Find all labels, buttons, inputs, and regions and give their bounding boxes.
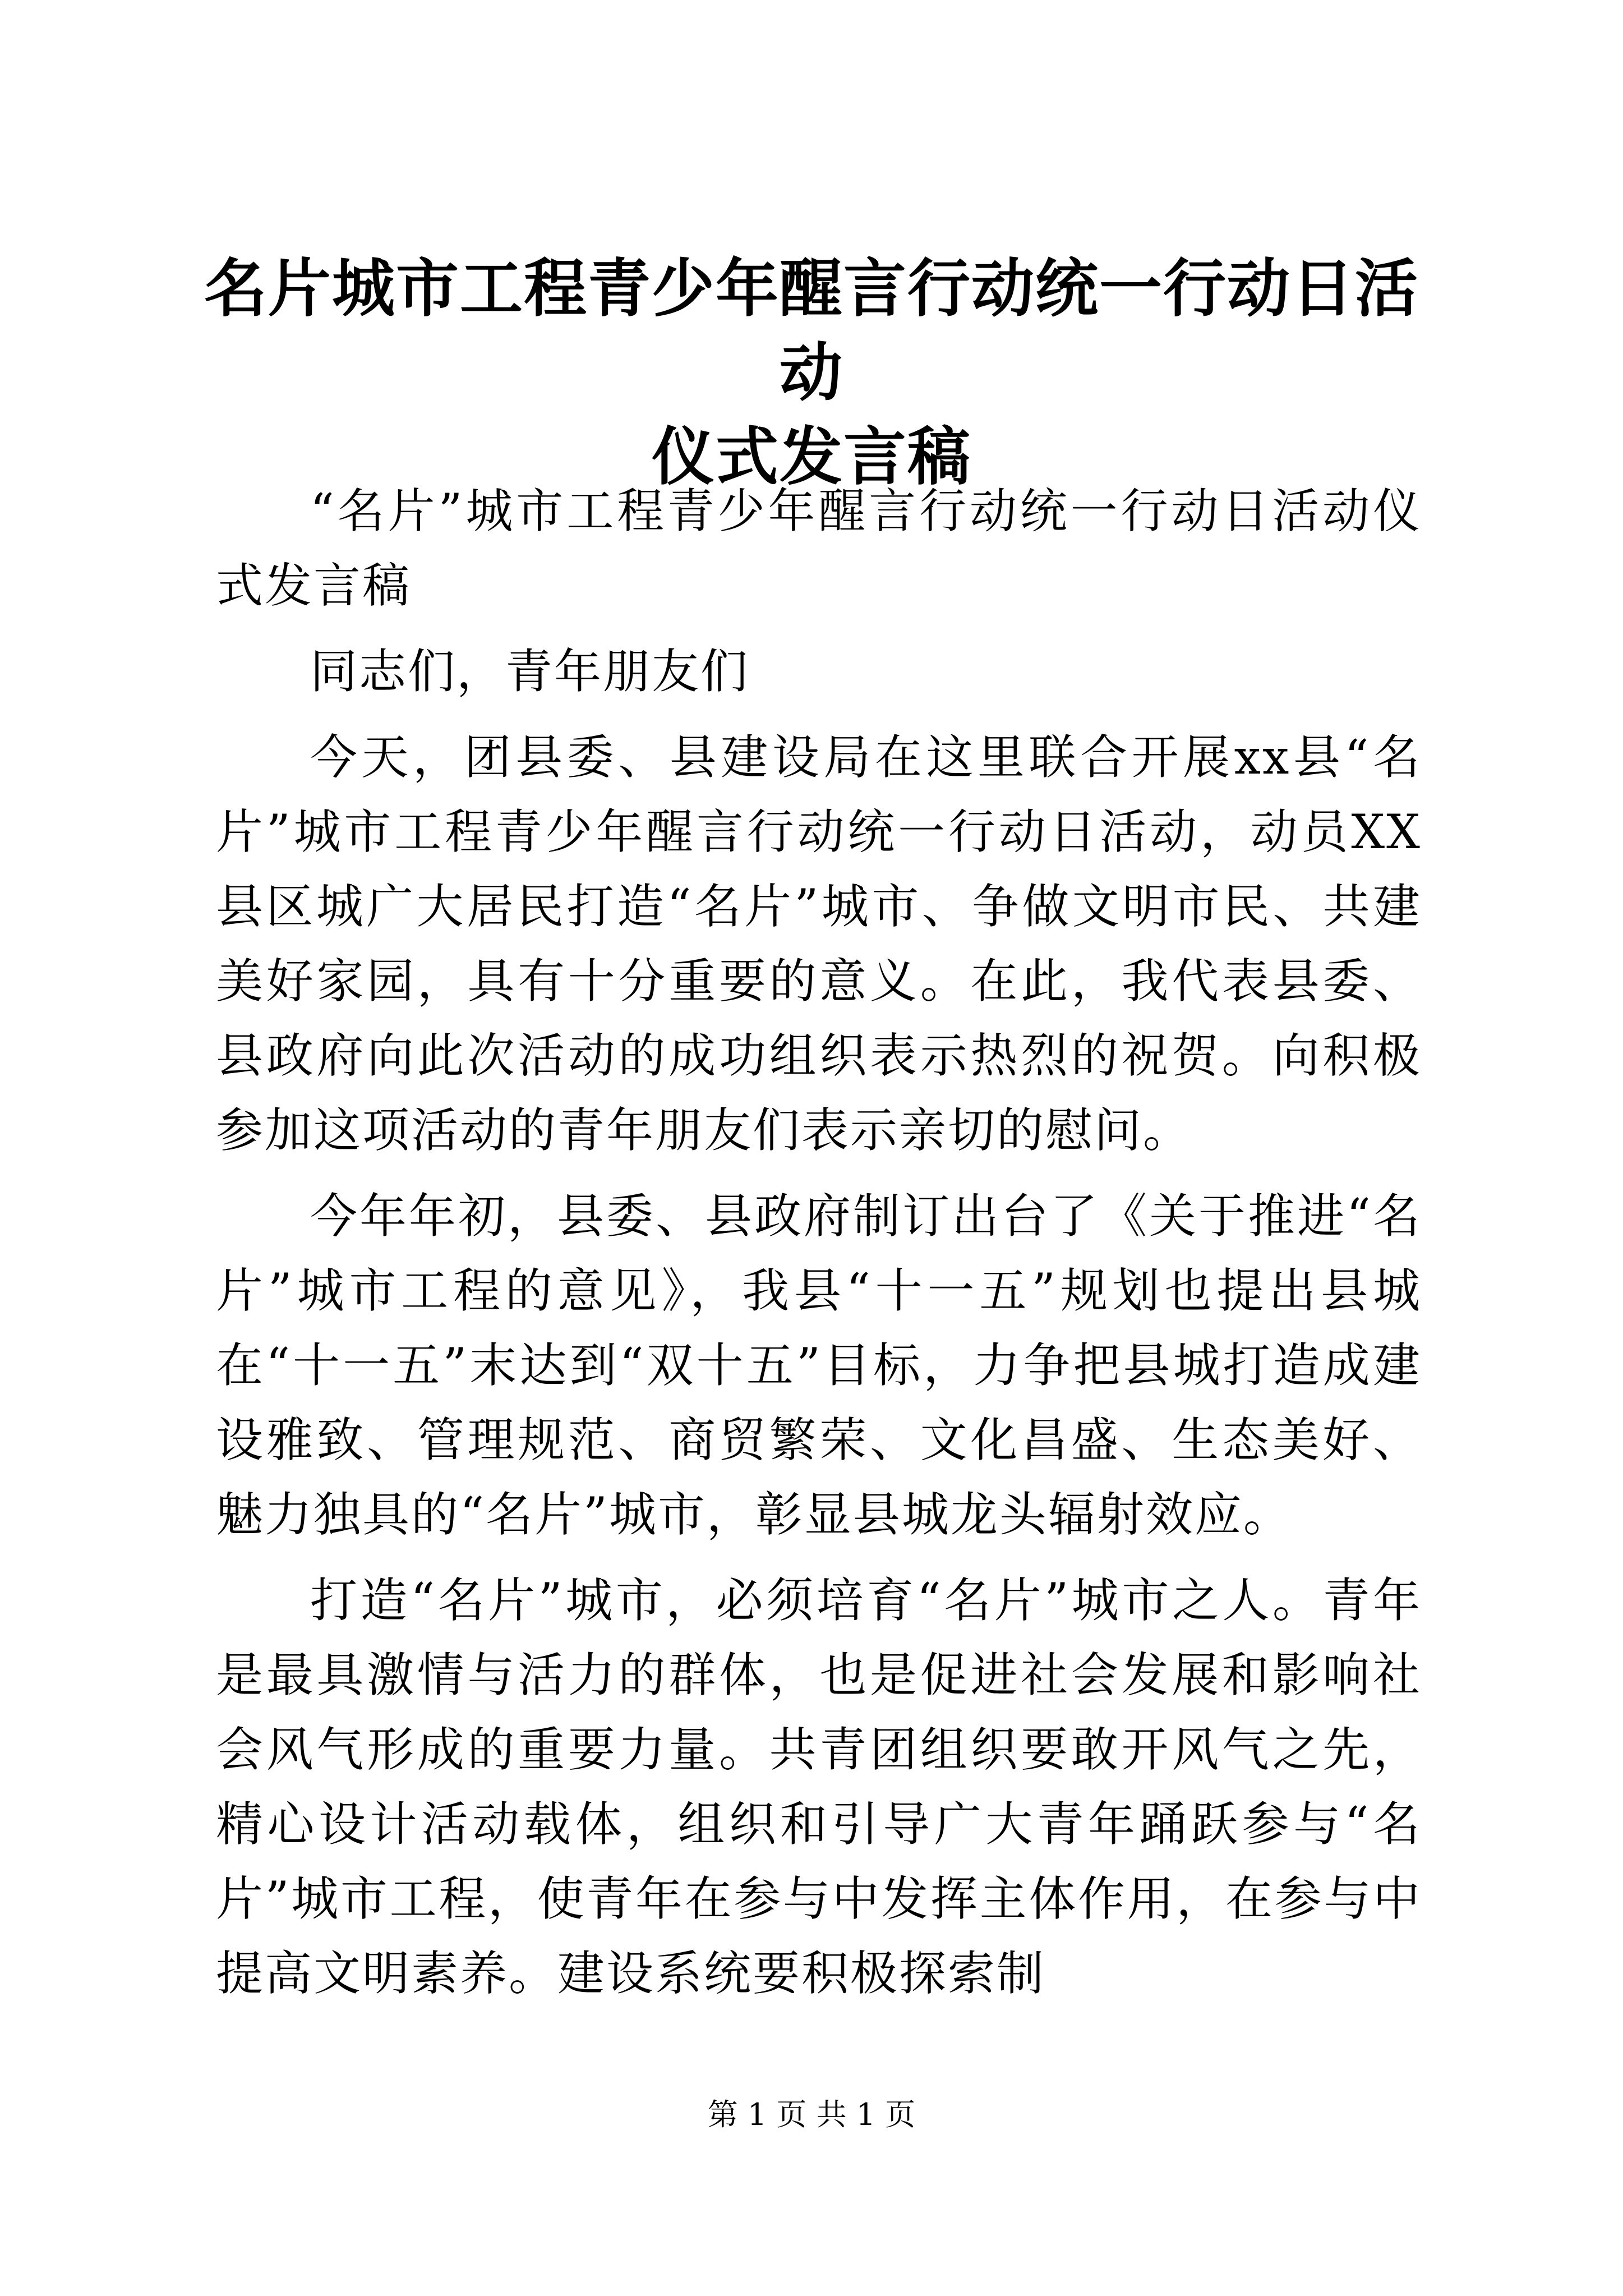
document-title [202, 247, 1421, 499]
paragraph-subtitle: “名片”城市工程青少年醒言行动统一行动日活动仪式发言稿 [216, 484, 1422, 613]
title-line-2: 仪式发言稿 [652, 420, 971, 494]
paragraph: 今天，团县委、县建设局在这里联合开展xx县“名片”城市工程青少年醒言行动统一行动日活动，动员XX县区城广大居民打造“名片”城市、争做文明市民、共建美好家园，具有十分重要的意义。在此，我代表县委、县政府向此次活动的成功组织表示热烈的祝贺。向积极参加这项活动的青年朋友们表示亲切的慰问。 [216, 730, 1422, 1158]
title-line-1: 名片城市工程青少年醒言行动统一行动日活动 [204, 252, 1419, 409]
paragraph-salutation: 同志们，青年朋友们 [310, 644, 750, 699]
paragraph: 今年年初，县委、县政府制订出台了《关于推进“名片”城市工程的意见》，我县“十一五”规划也提出县城在“十一五”末达到“双十五”目标，力争把县城打造成建设雅致、管理规范、商贸繁荣、文化昌盛、生态美好、魅力独具的“名片”城市，彰显县城龙头辐射效应。 [216, 1189, 1422, 1542]
document-body [216, 474, 1422, 2022]
paragraph: 打造“名片”城市，必须培育“名片”城市之人。青年是最具激情与活力的群体，也是促进社会发展和影响社会风气形成的重要力量。共青团组织要敢开风气之先，精心设计活动载体，组织和引导广大青年踊跃参与“名片”城市工程，使青年在参与中发挥主体作用，在参与中提高文明素养。建设系统要积极探索制 [216, 1573, 1422, 2001]
page-footer: 第 1 页 共 1 页 [707, 2097, 916, 2132]
